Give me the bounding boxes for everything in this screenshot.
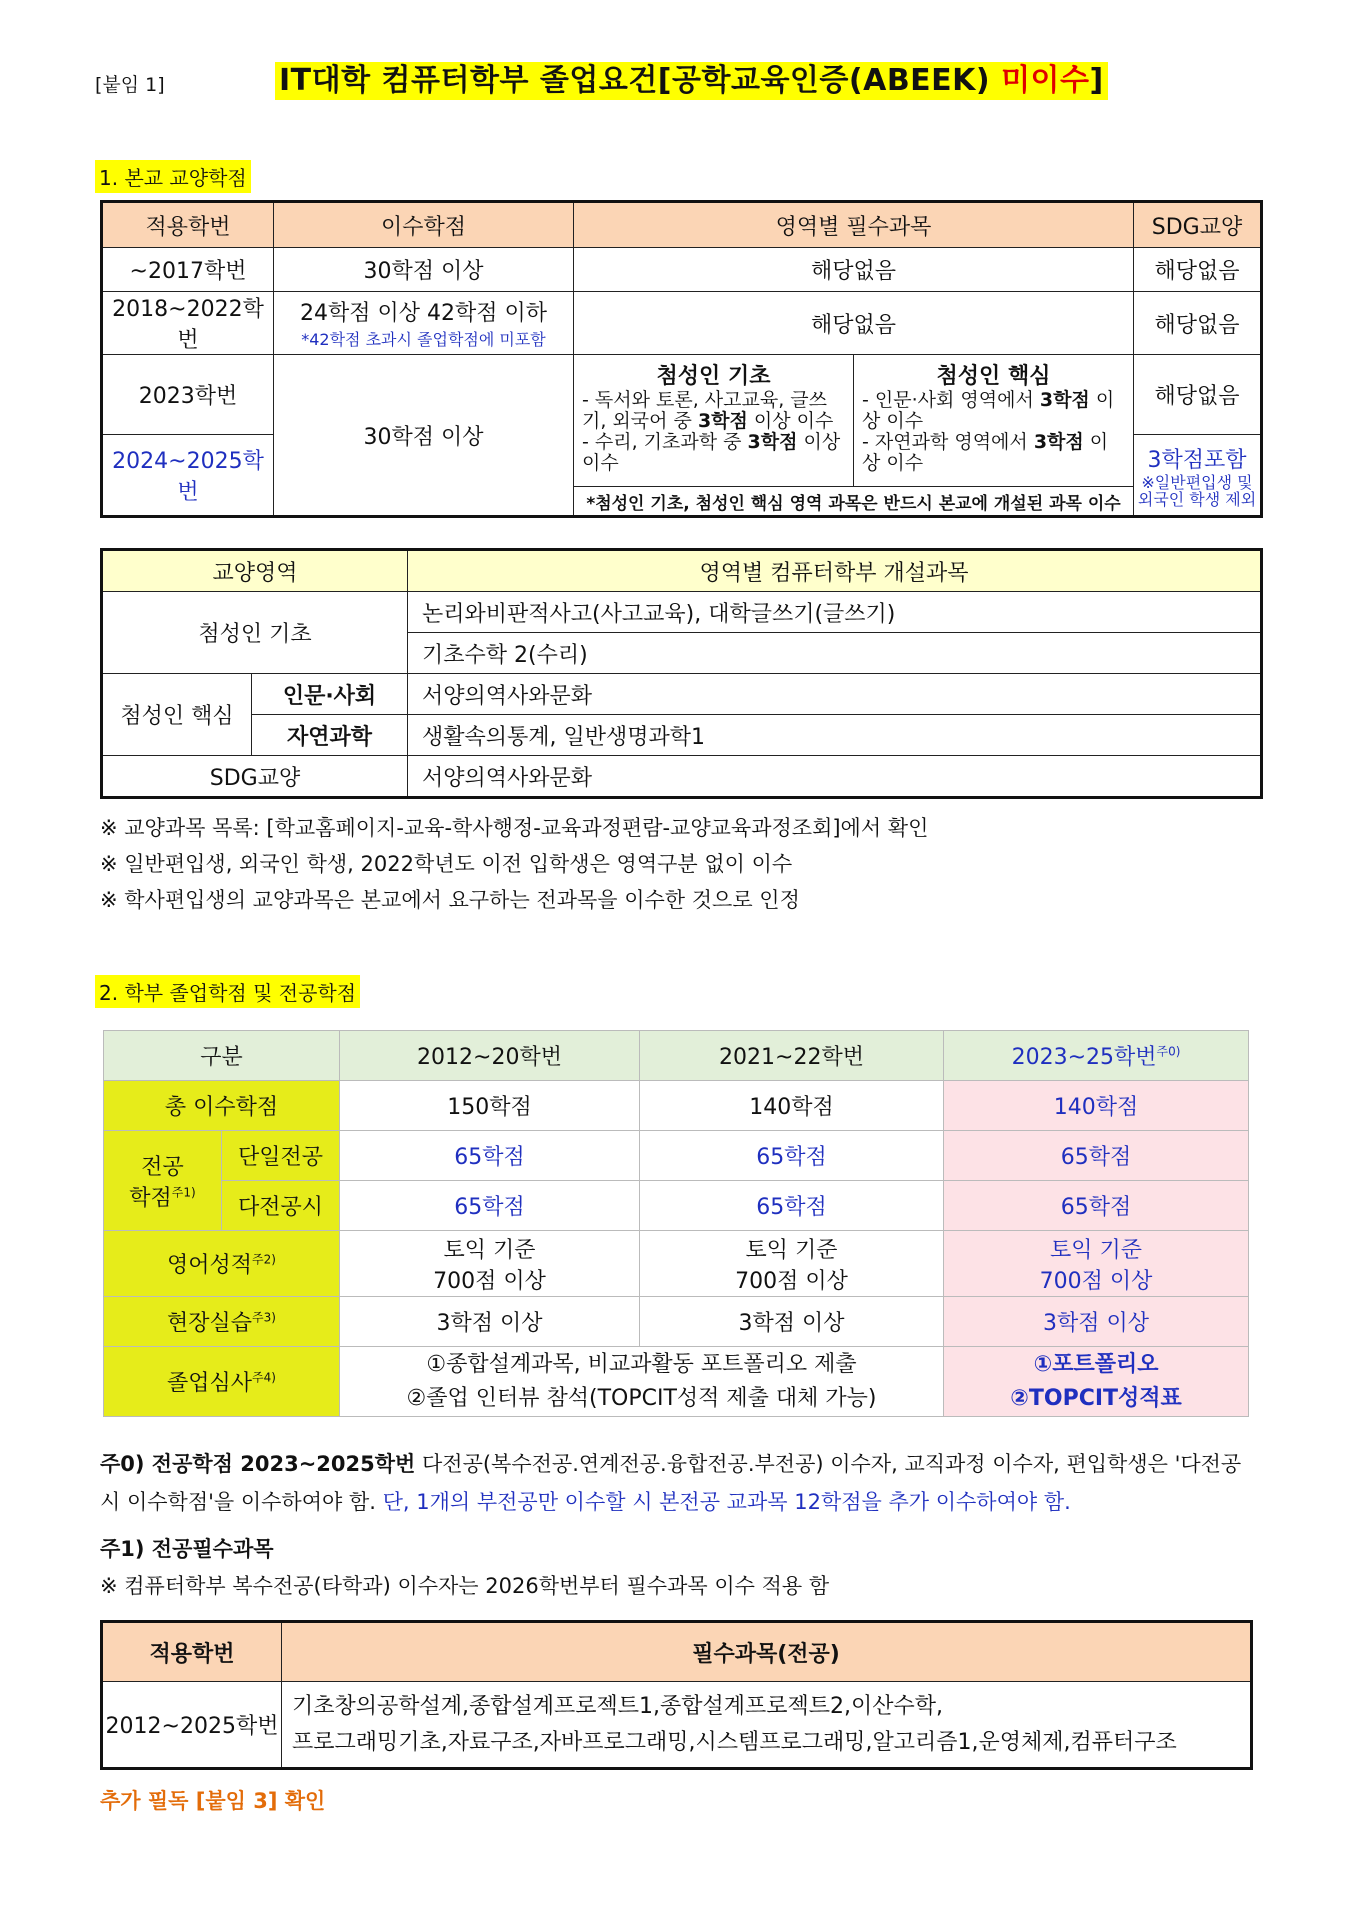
cell: 기초창의공학설계,종합설계프로젝트1,종합설계프로젝트2,이산수학, 프로그래밍기초,자료구조,자바프로그래밍,시스템프로그래밍,알고리즘1,운영체제,컴퓨터구조: [282, 1682, 1252, 1769]
cell: 서양의역사와문화: [408, 756, 1262, 798]
cell: 토익 기준 700점 이상: [944, 1231, 1249, 1297]
col-header: 적용학번: [102, 1622, 282, 1682]
sdg-credit: 3학점포함: [1147, 447, 1247, 473]
cell: 3학점 이상: [340, 1297, 640, 1347]
col-header: 필수과목(전공): [282, 1622, 1252, 1682]
graduation-credits-table: [103, 1030, 1249, 1417]
cell: [1134, 435, 1262, 517]
note1-text: ※ 컴퓨터학부 복수전공(타학과) 이수자는 2026학번부터 필수과목 이수 적용 함: [100, 1574, 830, 1598]
cell: ①종합설계과목, 비교과활동 포트폴리오 제출 ②졸업 인터뷰 참석(TOPCIT성적 제출 대체 가능): [340, 1347, 944, 1417]
row-label: 단일전공: [222, 1131, 340, 1181]
cell: ~2017학번: [102, 248, 274, 292]
cell: 해당없음: [1134, 248, 1262, 292]
cell: 첨성인 핵심: [102, 674, 252, 756]
page-title: [275, 62, 1108, 100]
col-header: 영역별 필수과목: [574, 202, 1134, 248]
core-cell: [854, 355, 1134, 487]
core-title: 첨성인 핵심: [936, 364, 1051, 389]
core-bullet-2: - 자연과학 영역에서 3학점 이상 이수: [862, 431, 1109, 474]
cell: 토익 기준 700점 이상: [340, 1231, 640, 1297]
notes-list: [100, 810, 928, 918]
sdg-note: ※일반편입생 및 외국인 학생 제외: [1137, 472, 1257, 509]
cell: 30학점 이상: [274, 248, 574, 292]
cell: 기초수학 2(수리): [408, 633, 1262, 674]
row-label: 전공 학점$^{주1)}$: [104, 1131, 222, 1231]
cell: 2023학번: [102, 355, 274, 435]
cell: 토익 기준 700점 이상: [640, 1231, 944, 1297]
required-courses-table: [100, 1620, 1253, 1770]
col-header: 이수학점: [274, 202, 574, 248]
attachment-label: [붙임 1]: [95, 74, 165, 96]
col-header: SDG교양: [1134, 202, 1262, 248]
area-note: *첨성인 기초, 첨성인 핵심 영역 과목은 반드시 본교에 개설된 과목 이수: [574, 487, 1134, 517]
cell: 140학점: [944, 1081, 1249, 1131]
cell: 해당없음: [1134, 355, 1262, 435]
cell: [274, 292, 574, 355]
cell: 65학점: [640, 1181, 944, 1231]
cell: 자연과학: [252, 715, 408, 756]
cell: 65학점: [944, 1131, 1249, 1181]
cell: 150학점: [340, 1081, 640, 1131]
basic-bullet-1: - 독서와 토론, 사고교육, 글쓰기, 외국어 중 3학점 이상 이수: [582, 389, 834, 432]
cell: 첨성인 기초: [102, 592, 408, 674]
cell: 서양의역사와문화: [408, 674, 1262, 715]
row-label: 총 이수학점: [104, 1081, 340, 1131]
col-header: 적용학번: [102, 202, 274, 248]
title-main: IT대학 컴퓨터학부 졸업요건[공학교육인증(ABEEK): [279, 63, 1002, 98]
row-label: 현장실습$^{주3)}$: [104, 1297, 340, 1347]
section1-heading: 1. 본교 교양학점: [95, 160, 251, 193]
cell: ①포트폴리오 ②TOPCIT성적표: [944, 1347, 1249, 1417]
credits-note: *42학점 초과시 졸업학점에 미포함: [301, 330, 546, 349]
cell: 해당없음: [574, 292, 1134, 355]
liberal-credits-table: [100, 200, 1263, 518]
cell: 인문·사회: [252, 674, 408, 715]
cell: 2024~2025학번: [102, 435, 274, 517]
cell: 30학점 이상: [274, 355, 574, 517]
basic-title: 첨성인 기초: [656, 364, 771, 389]
credits-text: 24학점 이상 42학점 이하: [300, 301, 547, 326]
col-header: 2023~25학번$^{주0)}$: [944, 1031, 1249, 1081]
col-header: 구분: [104, 1031, 340, 1081]
row-label: 영어성적$^{주2)}$: [104, 1231, 340, 1297]
footer-note: 추가 필독 [붙임 3] 확인: [100, 1789, 326, 1813]
row-label: 졸업심사$^{주4)}$: [104, 1347, 340, 1417]
cell: 논리와비판적사고(사고교육), 대학글쓰기(글쓰기): [408, 592, 1262, 633]
cell: 생활속의통계, 일반생명과학1: [408, 715, 1262, 756]
cell: 해당없음: [574, 248, 1134, 292]
note-item: ※ 일반편입생, 외국인 학생, 2022학년도 이전 입학생은 영역구분 없이 이수: [100, 852, 793, 876]
cell: 2012~2025학번: [102, 1682, 282, 1769]
cell: 65학점: [640, 1131, 944, 1181]
cell: 3학점 이상: [640, 1297, 944, 1347]
title-red: 미이수: [1001, 63, 1090, 98]
cell: 65학점: [340, 1181, 640, 1231]
col-header: 2012~20학번: [340, 1031, 640, 1081]
note0-paragraph: 주0) 전공학점 2023~2025학번 다전공(복수전공.연계전공.융합전공.부전공) 이수자, 교직과정 이수자, 편입학생은 '다전공 시 이수학점'을 이수하여야 함. 단, 1개의 부전공만 이수할 시 본전공 교과목 12학점을 추가 이수하여야 함.: [100, 1452, 1242, 1514]
note-item: ※ 교양과목 목록: [학교홈페이지-교육-학사행정-교육과정편람-교양교육과정조회]에서 확인: [100, 816, 929, 840]
col-header: 교양영역: [102, 550, 408, 592]
note1-title: 주1) 전공필수과목: [100, 1537, 274, 1561]
col-header: 영역별 컴퓨터학부 개설과목: [408, 550, 1262, 592]
cell: 3학점 이상: [944, 1297, 1249, 1347]
row-label: 다전공시: [222, 1181, 340, 1231]
core-bullet-1: - 인문·사회 영역에서 3학점 이상 이수: [862, 389, 1115, 432]
cell: 65학점: [340, 1131, 640, 1181]
basic-bullet-2: - 수리, 기초과학 중 3학점 이상 이수: [582, 431, 841, 474]
cell: 140학점: [640, 1081, 944, 1131]
cell: 2018~2022학번: [102, 292, 274, 355]
cell: 65학점: [944, 1181, 1249, 1231]
note-item: ※ 학사편입생의 교양과목은 본교에서 요구하는 전과목을 이수한 것으로 인정: [100, 888, 800, 912]
title-end: ]: [1089, 63, 1104, 98]
course-area-table: [100, 548, 1263, 799]
cell: SDG교양: [102, 756, 408, 798]
basic-cell: [574, 355, 854, 487]
cell: 해당없음: [1134, 292, 1262, 355]
col-header: 2021~22학번: [640, 1031, 944, 1081]
section2-heading: 2. 학부 졸업학점 및 전공학점: [95, 975, 360, 1008]
